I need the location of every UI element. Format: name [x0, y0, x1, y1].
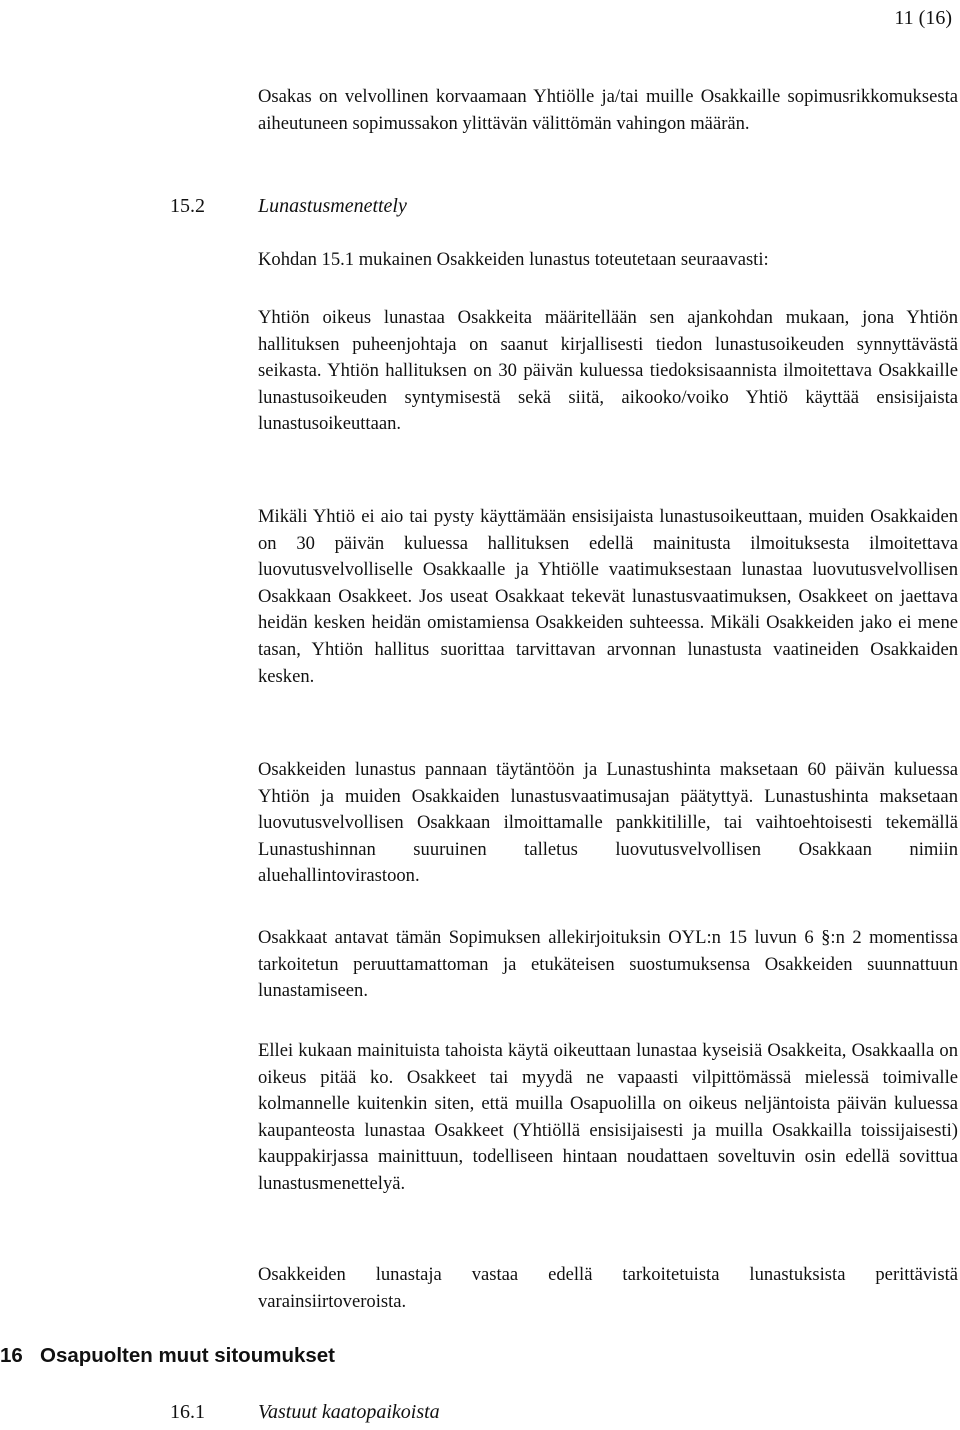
paragraph-transfer-tax: Osakkeiden lunastaja vastaa edellä tarkoitetuista lunastuksista perittävistä varainsiirtoveroista. [258, 1264, 958, 1312]
paragraph-intro: Kohdan 15.1 mukainen Osakkeiden lunastus toteutetaan seuraavasti: [258, 249, 769, 270]
subsection-number: 15.2 [170, 195, 205, 217]
section-heading [0, 1342, 335, 1370]
subsection-title-16-1: Vastuut kaatopaikoista [258, 1401, 440, 1423]
subsection-title: Lunastusmenettely [258, 195, 407, 217]
paragraph-consent: Osakkaat antavat tämän Sopimuksen allekirjoituksin OYL:n 15 luvun 6 §:n 2 momentissa tarkoitetun peruuttamattoman ja etukäteisen suostumuksensa Osakkeiden suunnattuun lunastamiseen. [258, 927, 958, 1002]
page-number: 11 (16) [894, 7, 952, 29]
paragraph-free-sale: Ellei kukaan mainituista tahoista käytä oikeuttaan lunastaa kyseisiä Osakkeita, Osakkaalla on oikeus pitää ko. Osakkeet tai myydä ne vapaasti vilpittömässä mielessä toimivalle kolmannelle kuitenkin siten, että muilla Osapuolilla on oikeus neljäntoista päivän kuluessa kaupanteosta lunastaa Osakkeet (Yhtiöllä ensisijaisesti ja muilla Osakkailla toissijaisesti) kauppakirjassa mainittuun, todelliseen hintaan noudattaen soveltuvin osin edellä sovittua lunastusmenettelyä. [258, 1040, 958, 1194]
subsection-number-16-1: 16.1 [170, 1401, 205, 1423]
paragraph-company-right: Yhtiön oikeus lunastaa Osakkeita määritellään sen ajankohdan mukaan, jona Yhtiön hallituksen puheenjohtaja on saanut kirjallisesti tiedon lunastusoikeuden synnyttävästä seikasta. Yhtiön hallituksen on 30 päivän kuluessa tiedoksisaannista ilmoitettava Osakkaille lunastusoikeuden syntymisestä sekä siitä, aikooko/voiko Yhtiö käyttää ensisijaista lunastusoikeuttaan. [258, 307, 958, 435]
paragraph-execution: Osakkeiden lunastus pannaan täytäntöön ja Lunastushinta maksetaan 60 päivän kuluessa Yhtiön ja muiden Osakkaiden lunastusvaatimusajan päätyttyä. Lunastushinta maksetaan luovutusvelvollisen Osakkaan ilmoittamalle pankkitilille, tai vaihtoehtoisesti tekemällä Lunastushinnan suuruinen talletus luovutusvelvollisen Osakkaan nimiin aluehallintovirastoon. [258, 759, 958, 887]
section-number: 16 [0, 1344, 23, 1367]
paragraph-shareholders-right: Mikäli Yhtiö ei aio tai pysty käyttämään ensisijaista lunastusoikeuttaan, muiden Osakkaiden on 30 päivän kuluessa hallituksen edellä mainitusta ilmoituksesta ilmoitettava luovutusvelvolliselle Osakkaalle ja Yhtiölle vaatimuksestaan lunastaa luovutusvelvollisen Osakkaan Osakkeet. Jos useat Osakkaat tekevät lunastusvaatimuksen, Osakkeet on jaettava heidän kesken heidän omistamiensa Osakkeiden suhteessa. Mikäli Osakkeiden jako ei mene tasan, Yhtiön hallitus suorittaa tarvittavan arvonnan lunastusta vaatineiden Osakkaiden kesken. [258, 506, 958, 687]
paragraph-compensation: Osakas on velvollinen korvaamaan Yhtiölle ja/tai muille Osakkaille sopimusrikkomuksesta aiheutuneen sopimussakon ylittävän välittömän vahingon määrän. [258, 86, 958, 134]
section-title: Osapuolten muut sitoumukset [40, 1344, 335, 1367]
